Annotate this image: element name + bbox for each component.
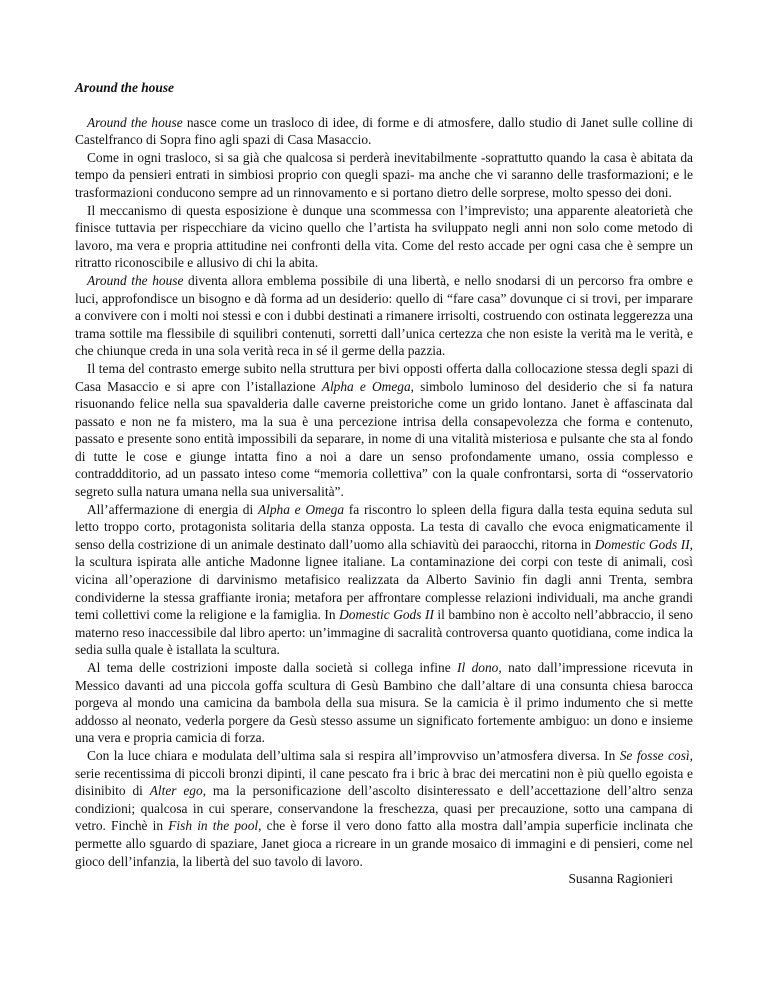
italic-title-text: Alter ego [149, 783, 203, 799]
document-page [75, 79, 693, 888]
paragraph-text: nasce come un trasloco di idee, di forme e di atmosfere, dallo studio di Janet sulle colline di Castelfranco di Sopra fino agli spazi di Casa Masaccio. [75, 114, 693, 148]
italic-title-text: Il dono, [457, 660, 502, 675]
italic-title-text: Around the house [87, 114, 183, 130]
paragraph-text: nato dall’impressione ricevuta in Messico davanti ad una piccola goffa scultura di Gesù Bambino che dall’altare di una consunta chiesa barocca porgeva al mondo una camicina da bambola della sua misura. Se la camicia è il primo indumento che si mette addosso al neonato, vederla porgere da Gesù stesso assume un significato fortemente ambiguo: un dono e insieme una vera e propria camicia di forza. [75, 660, 693, 746]
italic-title-text: Domestic Gods II [339, 607, 434, 623]
paragraph-text: , simbolo luminoso del desiderio che si fa natura risuonando felice nella sua spavalderia dalle caverne preistoriche come un grido lontano. Janet è affascinata dal passato e non ne fa mistero, ma la sua è una percezione intrisa della consapevolezza che forma e contenuto, passato e presente sono entità impossibili da separare, in nome di una vitalità misteriosa e pulsante che sta al fondo di tutte le cose e giunge intatta fino a noi a dare un senso profondamente umano, ossia complesso e contraddditorio, ad un passato inteso come “memoria collettiva” con la quale confrontarsi, sorta di “osservatorio segreto sulla natura umana nella sua universalità”. [75, 378, 693, 500]
paragraph-text: serie recentissima di piccoli bronzi dipinti, il cane pescato fra i bric à brac dei mercatini non è più quello egoista e disinibito di [75, 765, 693, 799]
paragraph-text: , che è forse il vero dono fatto alla mostra dall’ampia superficie inclinata che permette allo sguardo di spaziare, Janet gioca a ricreare in un grande mosaico di immagini e di pensieri, come nel gioco dell’infanzia, la libertà del suo tavolo di lavoro. [75, 818, 693, 869]
paragraph-text: diventa allora emblema possibile di una libertà, e nello snodarsi di un percorso fra ombre e luci, approfondisce un bisogno e dà forma ad un desiderio: quello di “fare casa” dovunque ci si trovi, per imparare a convivere con i molti noi stessi e con i dubbi destinati a rimanere irrisolti, costruendo con ostinata leggerezza una trama sottile ma flessibile di squilibri contenuti, sorretti dall’unica certezza che non esiste la verità ma le verità, e che chiunque creda in una sola verità reca in sé il germe della pazzia. [75, 272, 693, 359]
paragraph-text: fa riscontro lo spleen della figura dalla testa equina seduta sul letto troppo corto, protagonista solitaria della stanza opposta. La testa di cavallo che evoca enigmaticamente il senso della costrizione di un animale destinato dall’uomo alla schiavitù dei paraocchi, ritorna in [75, 501, 693, 552]
paragraph-text: il bambino non è accolto nell’abbraccio, il seno materno reso inaccessibile dal libro aperto: un’immagine di sacralità controversa quanto quotidiana, come indica la sedia sulla quale è istallata la scultura. [75, 607, 693, 658]
paragraph [75, 659, 693, 747]
paragraph-text: Al tema delle costrizioni imposte dalla società si collega infine [87, 660, 458, 675]
paragraph [75, 149, 693, 202]
italic-title-text: Alpha e Omega [257, 501, 345, 517]
paragraph [75, 747, 693, 870]
paragraph-text: All’affermazione di energia di [87, 501, 258, 517]
paragraph-text: , ma la personificazione dell’ascolto disinteressato e dell’accettazione dell’altro senza condizioni; qualcosa in cui sperare, conservandone la freschezza, quasi per precauzione, sotto una campana di vetro. Finchè in [75, 783, 693, 834]
document-title: Around the house [75, 80, 174, 95]
paragraph [75, 272, 693, 360]
italic-title-text: Alpha e Omega [321, 378, 411, 394]
italic-title-text: Around the house [87, 272, 184, 288]
author-signature: Susanna Ragionieri [568, 871, 673, 887]
paragraph-text: Il meccanismo di questa esposizione è dunque una scommessa con l’imprevisto; una apparente aleatorietà che finisce tuttavia per rispecchiare da vicino quello che l’artista ha sviluppato negli anni non solo come metodo di lavoro, ma vera e propria attitudine nei confronti della vita. Come del resto accade per ogni casa che è sempre un ritratto riconoscibile e allusivo di chi la abita. [75, 202, 693, 271]
paragraph-text: Il tema del contrasto emerge subito nella struttura per bivi opposti offerta dalla collocazione stessa degli spazi di Casa Masaccio e si apre con l’istallazione [75, 360, 693, 394]
italic-title-text: Domestic Gods II, [594, 536, 694, 552]
paragraph-text: Come in ogni trasloco, si sa già che qualcosa si perderà inevitabilmente -soprattutto quando la casa è abitata da tempo da pensieri entrati in simbiosi proprio con quegli spazi- ma anche che vi saranno delle trasformazioni; e le trasformazioni conducono sempre ad un rinnovamento e si portano dietro delle sorprese, molto spesso dei doni. [75, 149, 693, 200]
document-body [75, 114, 693, 871]
italic-title-text: Fish in the pool [168, 818, 259, 834]
paragraph-text: la scultura ispirata alle antiche Madonne lignee italiane. La contaminazione dei corpi con teste di animali, così vicina all’operazione di darvinismo metafisico realizzata da Alberto Savinio fin dagli anni Trenta, sembra condividerne la stessa graffiante ironia; metafora per affrontare complesse relazioni individuali, ma anche grandi temi collettivi come la religione e la famiglia. In [75, 554, 693, 623]
paragraph [75, 114, 693, 149]
italic-title-text: Se fosse così, [619, 747, 693, 763]
paragraph [75, 202, 693, 272]
paragraph [75, 501, 693, 659]
paragraph [75, 360, 693, 501]
paragraph-text: Con la luce chiara e modulata dell’ultima sala si respira all’improvviso un’atmosfera diversa. In [87, 747, 620, 763]
